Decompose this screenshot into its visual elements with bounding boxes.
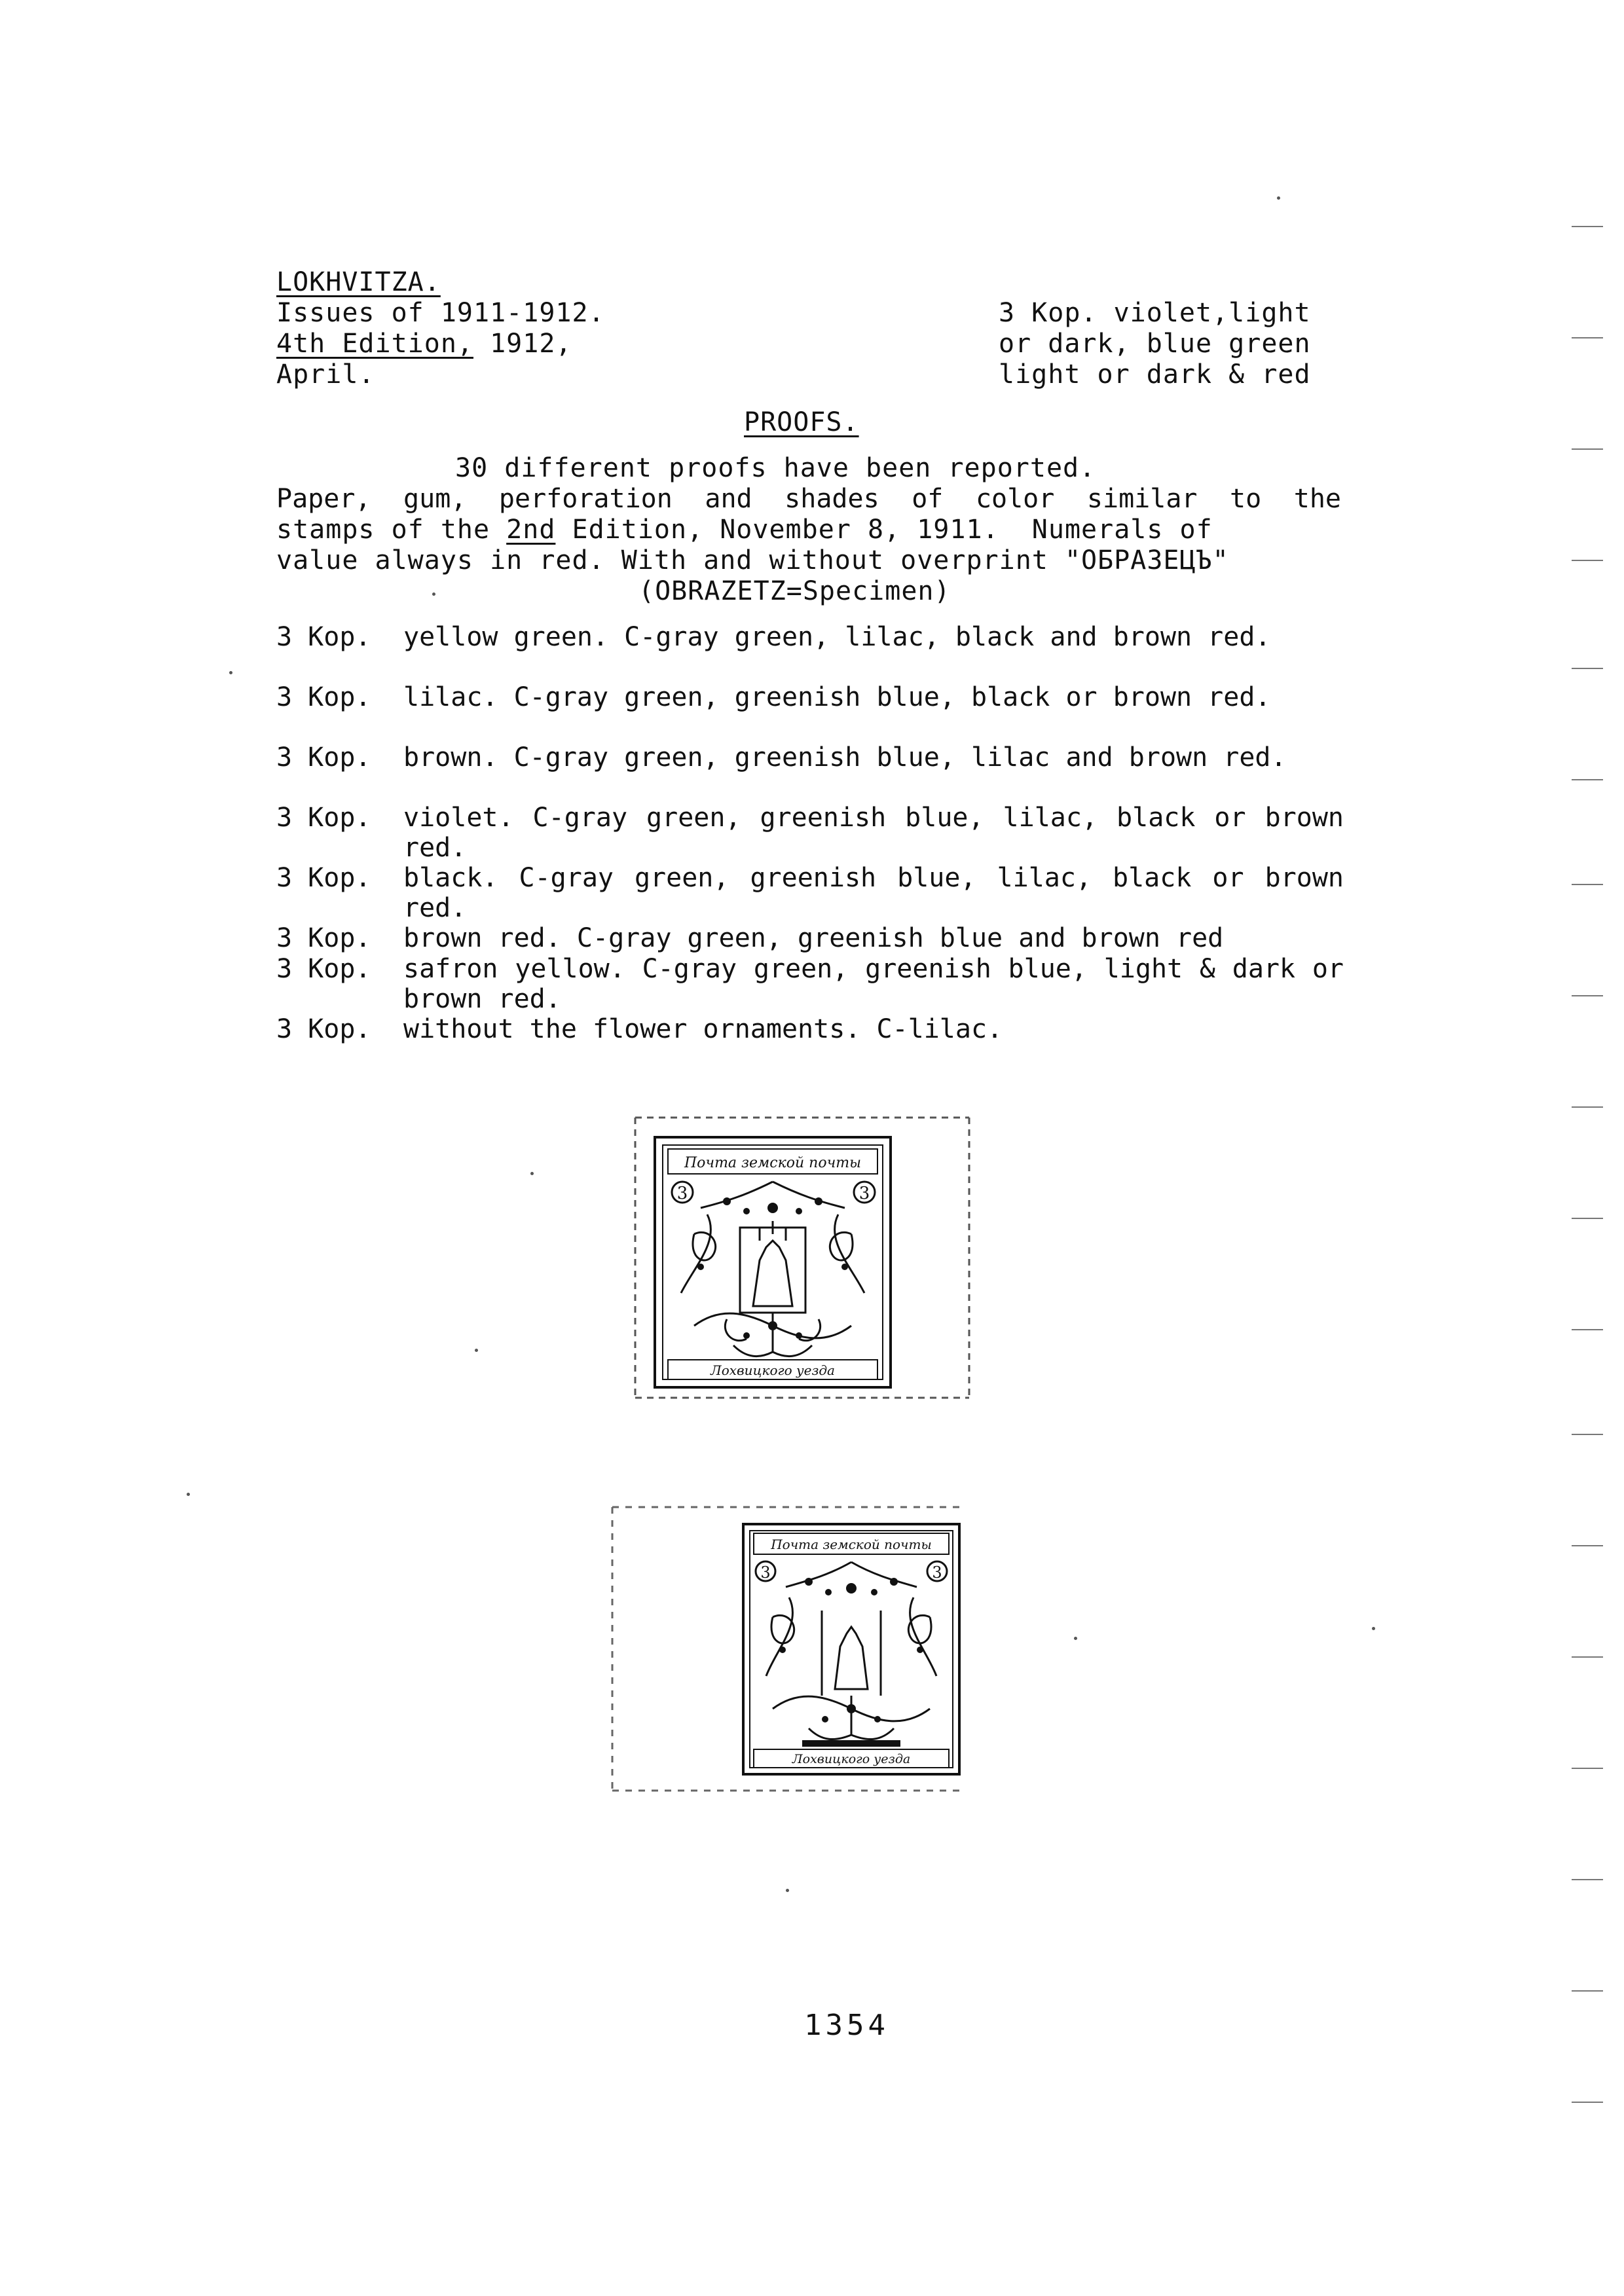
intro-word: perforation <box>498 484 673 514</box>
scan-edge-mark <box>1572 1768 1603 1769</box>
scan-edge-mark <box>1572 995 1603 996</box>
intro-text: Edition, November 8, 1911. Numerals of <box>555 515 1213 545</box>
scan-edge-mark <box>1572 1218 1603 1219</box>
scan-edge-mark <box>1572 779 1603 780</box>
intro-word: the <box>1293 484 1341 514</box>
proof-description: safron yellow. C-gray green, greenish blue, light & dark or brown red. <box>403 954 1344 1014</box>
proof-value: 3 Kop. <box>276 863 371 893</box>
intro-line-4: value always in red. With and without overprint "ОБРАЗЕЦЪ" <box>276 545 1229 575</box>
proof-description: black. C-gray green, greenish blue, lilac, black or brown red. <box>403 863 1344 923</box>
scan-edge-mark <box>1572 560 1603 561</box>
scan-edge-mark <box>1572 1990 1603 1992</box>
proof-value: 3 Kop. <box>276 954 371 984</box>
intro-text: stamps of the <box>276 515 507 545</box>
scan-speck <box>432 592 435 596</box>
proof-value: 3 Kop. <box>276 682 371 712</box>
edition-line <box>276 329 572 359</box>
section-title: PROOFS. <box>744 407 859 437</box>
intro-edition-ordinal: 2nd <box>506 515 556 545</box>
scan-edge-mark <box>1572 1656 1603 1658</box>
scan-edge-mark <box>1572 884 1603 885</box>
proof-value: 3 Kop. <box>276 742 371 773</box>
stamp-value-left: 3 <box>760 1563 771 1582</box>
intro-word: color <box>975 484 1055 514</box>
proof-description: lilac. C-gray green, greenish blue, black or brown red. <box>403 682 1271 712</box>
intro-line-1: 30 different proofs have been reported. <box>455 453 1096 483</box>
proof-value: 3 Kop. <box>276 923 371 953</box>
intro-word: similar <box>1086 484 1198 514</box>
scan-edge-mark <box>1572 337 1603 338</box>
issue-desc-line-2: or dark, blue green <box>999 329 1311 359</box>
intro-line-2 <box>276 484 1341 514</box>
edition-label: 4th Edition, <box>276 329 473 359</box>
scan-edge-mark <box>1572 1545 1603 1546</box>
proof-description: violet. C-gray green, greenish blue, lilac, black or brown red. <box>403 803 1344 863</box>
scan-speck <box>1074 1637 1077 1640</box>
stamp-value-left: 3 <box>676 1184 688 1203</box>
stamp-bottom-inscription: Лохвицкого уезда <box>710 1362 835 1378</box>
scan-edge-mark <box>1572 668 1603 669</box>
edition-date: 1912, <box>473 329 572 359</box>
intro-word: Paper, <box>276 484 371 514</box>
stamp-bottom-inscription: Лохвицкого уезда <box>792 1752 911 1766</box>
scan-edge-mark <box>1572 1434 1603 1435</box>
scan-edge-mark <box>1572 1329 1603 1330</box>
scan-speck <box>187 1493 190 1496</box>
scan-edge-mark <box>1572 1106 1603 1108</box>
stamp-proof-image-1 <box>629 1110 976 1404</box>
stamp-proof-image-2 <box>606 1499 972 1800</box>
stamp-top-inscription: Почта земской почты <box>771 1537 932 1552</box>
stamp-top-inscription: Почта земской почты <box>684 1155 862 1171</box>
issue-desc-line-3: light or dark & red <box>999 359 1311 390</box>
intro-line-3 <box>276 515 1213 545</box>
proof-value: 3 Kop. <box>276 803 371 833</box>
stamp-value-right: 3 <box>932 1563 942 1582</box>
proof-value: 3 Kop. <box>276 622 371 652</box>
proof-description: brown. C-gray green, greenish blue, lilac and brown red. <box>403 742 1287 773</box>
intro-word: shades <box>784 484 879 514</box>
page-number: 1354 <box>804 2009 889 2042</box>
scan-edge-mark <box>1572 226 1603 227</box>
scan-speck <box>1372 1627 1375 1630</box>
intro-word: to <box>1230 484 1262 514</box>
scan-edge-mark <box>1572 2102 1603 2103</box>
place-heading: LOKHVITZA. <box>276 267 441 297</box>
month-line: April. <box>276 359 375 390</box>
intro-word: and <box>705 484 752 514</box>
scan-edge-mark <box>1572 1879 1603 1880</box>
intro-line-5: (OBRAZETZ=Specimen) <box>638 576 951 606</box>
proof-description: yellow green. C-gray green, lilac, black and brown red. <box>403 622 1271 652</box>
stamp-value-right: 3 <box>858 1184 870 1203</box>
proof-value: 3 Kop. <box>276 1014 371 1044</box>
issues-line: Issues of 1911-1912. <box>276 298 605 328</box>
scan-speck <box>530 1172 534 1175</box>
scan-speck <box>786 1889 789 1892</box>
intro-word: gum, <box>403 484 467 514</box>
scan-speck <box>1277 196 1280 200</box>
scan-edge-mark <box>1572 448 1603 450</box>
intro-word: of <box>912 484 944 514</box>
proof-description: without the flower ornaments. C-lilac. <box>403 1014 1003 1044</box>
issue-desc-line-1: 3 Kop. violet,light <box>999 298 1311 328</box>
scan-speck <box>475 1349 478 1352</box>
proof-description: brown red. C-gray green, greenish blue and brown red <box>403 923 1224 953</box>
scan-speck <box>229 671 232 674</box>
